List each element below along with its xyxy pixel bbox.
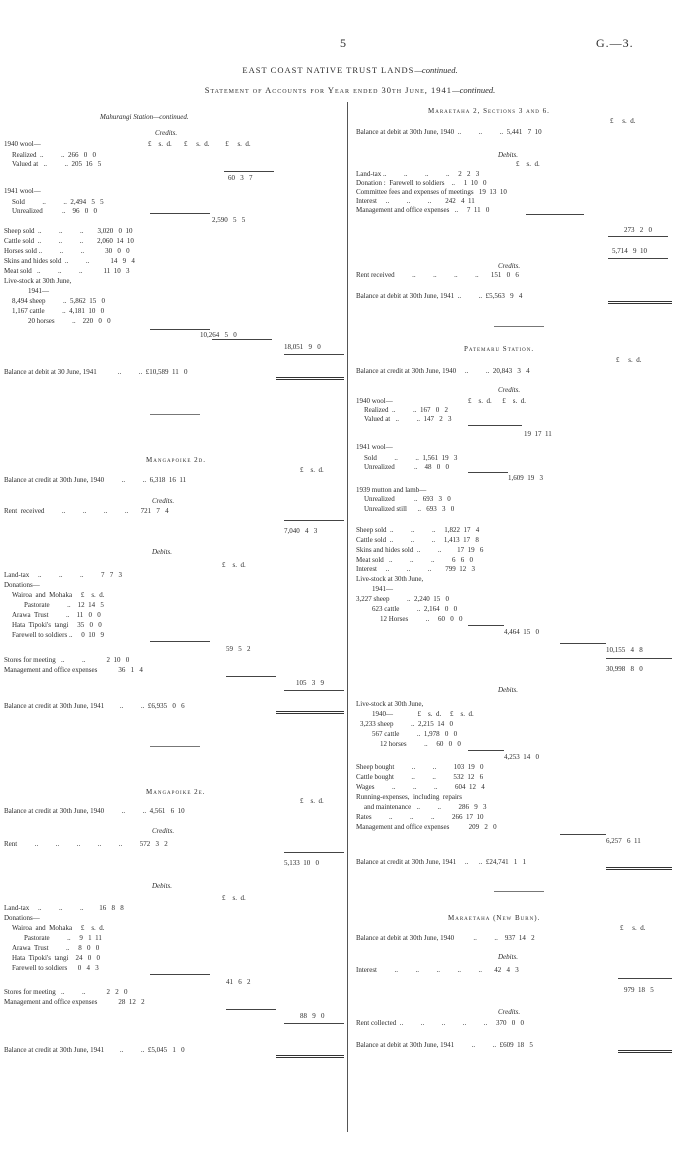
account-line: Management and office expenses 209 2 0 (356, 823, 497, 831)
account-line: Meat sold .. .. .. 11 10 3 (4, 267, 130, 275)
account-line: Balance at debit at 30 June, 1941 .. .. £10,589 11 0 (4, 368, 188, 376)
account-line: Realized .. .. 266 0 0 (12, 151, 96, 159)
account-line: Rent collected .. .. .. .. .. 370 0 0 (356, 1019, 524, 1027)
total-rule (284, 354, 344, 355)
account-line: 88 9 0 (300, 1012, 325, 1020)
account-line: Credits. (498, 386, 521, 394)
account-line: Donations— (4, 581, 40, 589)
account-line: Credits. (498, 1008, 521, 1016)
account-line: 1940— £ s. d. £ s. d. (372, 710, 474, 718)
account-line: Sold .. .. 1,561 19 3 (364, 454, 458, 462)
subtotal-rule (150, 213, 210, 214)
account-line: Management and office expenses .. 7 11 0 (356, 206, 490, 214)
account-line: 8,494 sheep .. 5,862 15 0 (12, 297, 105, 305)
account-line: Debits. (498, 686, 519, 694)
account-line: Live-stock at 30th June, (356, 575, 424, 583)
double-rule (606, 867, 672, 870)
account-line: Cattle sold .. .. .. 2,060 14 10 (4, 237, 134, 245)
subtotal-rule (560, 643, 606, 644)
subtotal-rule (468, 425, 522, 426)
account-line: 4,464 15 0 (504, 628, 539, 636)
account-line: Interest .. .. .. .. .. 42 4 3 (356, 966, 519, 974)
account-line: Unrealized .. 48 0 0 (364, 463, 449, 471)
account-line: 12 horses .. 60 0 0 (380, 740, 461, 748)
account-line: Pastorate .. 9 1 11 (24, 934, 102, 942)
account-line: Mangapoike 2e. (146, 788, 206, 796)
account-line: 5,714 9 10 (612, 247, 647, 255)
account-line: Debits. (498, 151, 519, 159)
account-line: Live-stock at 30th June, (4, 277, 72, 285)
total-rule (606, 658, 672, 659)
right-column (348, 0, 700, 1157)
account-line: 12 Horses .. 60 0 0 (380, 615, 463, 623)
account-line: £ s. d. (620, 924, 646, 932)
account-line: Farewell to soldiers .. 0 10 9 (12, 631, 104, 639)
account-line: and maintenance .. .. 286 9 3 (364, 803, 487, 811)
subtotal-rule (150, 974, 210, 975)
total-rule (618, 978, 672, 979)
account-line: 273 2 0 (624, 226, 652, 234)
account-line: 1940 wool— (4, 140, 41, 148)
account-line: Stores for meeting .. .. 2 2 0 (4, 988, 128, 996)
double-rule (276, 1055, 344, 1058)
account-line: Balance at debit at 30th June, 1940 .. .. 937 14 2 (356, 934, 535, 942)
account-line: Realized .. .. 167 0 2 (364, 406, 448, 414)
account-line: Maraetaha (New Burn). (448, 914, 541, 922)
account-line: Land-tax .. .. .. 7 7 3 (4, 571, 123, 579)
subtotal-rule (226, 676, 276, 677)
account-line: Balance at credit at 30th June, 1940 .. .. 6,318 16 11 (4, 476, 187, 484)
account-line: £ s. d. (616, 356, 642, 364)
account-line: Unrealized .. 693 3 0 (364, 495, 451, 503)
account-line: Rent received .. .. .. .. 721 7 4 (4, 507, 169, 515)
account-line: 1941— (372, 585, 393, 593)
account-line: Credits. (152, 827, 175, 835)
account-line: 979 18 5 (624, 986, 654, 994)
account-line: Arawa Trust .. 8 0 0 (12, 944, 100, 952)
account-line: Live-stock at 30th June, (356, 700, 424, 708)
account-line: 41 6 2 (226, 978, 251, 986)
account-line: Balance at credit at 30th June, 1940 .. .. 20,843 3 4 (356, 367, 530, 375)
account-line: Sheep sold .. .. .. 1,822 17 4 (356, 526, 480, 534)
subtotal-rule (284, 852, 344, 853)
account-line: Horses sold .. .. .. 30 0 0 (4, 247, 130, 255)
section-separator (494, 891, 544, 892)
account-line: 567 cattle .. 1,978 0 0 (372, 730, 458, 738)
account-line: Mahurangi Station—continued. (100, 113, 189, 121)
account-line: £ s. d. (222, 561, 246, 569)
account-line: 2,590 5 5 (212, 216, 246, 224)
account-line: 19 17 11 (524, 430, 552, 438)
account-line: Balance at credit at 30th June, 1941 .. .. £5,045 1 0 (4, 1046, 185, 1054)
account-line: Mangapoike 2d. (146, 456, 206, 464)
account-line: Rates .. .. .. 266 17 10 (356, 813, 484, 821)
subtotal-rule (284, 520, 344, 521)
account-line: Balance at debit at 30th June, 1940 .. .. .. 5,441 7 10 (356, 128, 542, 136)
account-line: Cattle sold .. .. .. 1,413 17 8 (356, 536, 479, 544)
account-line: Credits. (498, 262, 521, 270)
total-rule (284, 690, 344, 691)
account-line: Sheep bought .. .. 103 19 0 (356, 763, 484, 771)
account-line: Meat sold .. .. .. 6 6 0 (356, 556, 474, 564)
account-line: Donation : Farewell to soldiers .. 1 10 0 (356, 179, 487, 187)
subtotal-rule (226, 1009, 276, 1010)
section-separator (494, 326, 544, 327)
account-line: 10,155 4 8 (606, 646, 643, 654)
subtotal-rule (150, 641, 210, 642)
total-rule (608, 258, 668, 259)
double-rule (276, 711, 344, 714)
account-line: £ s. d. (300, 466, 324, 474)
account-line: Debits. (498, 953, 519, 961)
account-line: 1940 wool— (356, 397, 393, 405)
account-line: Management and office expenses 28 12 2 (4, 998, 145, 1006)
account-line: 60 3 7 (228, 174, 253, 182)
left-column (0, 0, 347, 1157)
page-reference: G.—3. (596, 36, 634, 50)
account-line: 1941 wool— (4, 187, 41, 195)
account-line: Balance at credit at 30th June, 1941 .. .. £6,935 0 6 (4, 702, 185, 710)
account-line: Wages .. .. .. 604 12 4 (356, 783, 485, 791)
account-line: Rent .. .. .. .. .. 572 3 2 (4, 840, 168, 848)
account-line: 1941— (28, 287, 49, 295)
account-line: £ s. d. (222, 894, 246, 902)
account-line: 105 3 9 (296, 679, 324, 687)
account-line: Sheep sold .. .. .. 3,020 0 10 (4, 227, 133, 235)
account-line: 7,040 4 3 (284, 527, 318, 535)
account-line: Stores for meeting .. .. 2 10 0 (4, 656, 130, 664)
account-line: Skins and hides sold .. .. 14 9 4 (4, 257, 135, 265)
account-line: Balance at debit at 30th June, 1941 .. .. £609 18 5 (356, 1041, 533, 1049)
account-line: Committee fees and expenses of meetings 19 13 10 (356, 188, 507, 196)
account-line: 59 5 2 (226, 645, 251, 653)
page-number: 5 (340, 36, 346, 50)
account-line: Balance at credit at 30th June, 1941 .. .. £24,741 1 1 (356, 858, 527, 866)
account-line: Land-tax .. .. .. .. 2 2 3 (356, 170, 480, 178)
account-line: £ s. d. (516, 160, 540, 168)
account-line: Land-tax .. .. .. 16 8 8 (4, 904, 124, 912)
account-line: Wairoa and Mohaka £ s. d. (12, 924, 105, 932)
account-line: 1939 mutton and lamb— (356, 486, 427, 494)
account-line: 10,264 5 0 (200, 331, 237, 339)
account-line: £ s. d. £ s. d. (468, 397, 526, 405)
account-line: 3,233 sheep .. 2,215 14 0 (360, 720, 453, 728)
double-rule (618, 1050, 672, 1053)
account-line: 623 cattle .. 2,164 0 0 (372, 605, 458, 613)
account-line: Donations— (4, 914, 40, 922)
account-line: Arawa Trust .. 11 0 0 (12, 611, 101, 619)
statement-subtitle: Statement of Accounts for Year ended 30th June, 1941—continued. (204, 85, 496, 95)
subtotal-rule (526, 214, 584, 215)
document-title: EAST COAST NATIVE TRUST LANDS—continued. (242, 65, 458, 75)
account-line: Balance at debit at 30th June, 1941 .. .. £5,563 9 4 (356, 292, 523, 300)
double-rule (608, 301, 672, 304)
account-line: Valued at .. .. 147 2 3 (364, 415, 452, 423)
account-line: Unrealized still .. 693 3 0 (364, 505, 455, 513)
account-line: 6,257 6 11 (606, 837, 641, 845)
section-separator (150, 414, 200, 415)
account-line: 1,609 19 3 (508, 474, 543, 482)
account-line: £ s. d. (610, 117, 636, 125)
account-line: 20 horses .. 220 0 0 (28, 317, 111, 325)
account-line: Hata Tipoki's tangi 24 0 0 (12, 954, 100, 962)
subtotal-rule (560, 834, 606, 835)
account-line: Credits. (152, 497, 175, 505)
account-line: 3,227 sheep .. 2,240 15 0 (356, 595, 449, 603)
account-line: 4,253 14 0 (504, 753, 539, 761)
account-line: Debits. (152, 548, 173, 556)
account-line: 5,133 10 0 (284, 859, 319, 867)
account-line: Debits. (152, 882, 173, 890)
account-line: Cattle bought .. .. 532 12 6 (356, 773, 484, 781)
account-line: £ s. d. (300, 797, 324, 805)
account-line: Farewell to soldiers 0 4 3 (12, 964, 99, 972)
account-line: 30,998 8 0 (606, 665, 643, 673)
account-line: Credits. (155, 129, 178, 137)
account-line: Skins and hides sold .. .. 17 19 6 (356, 546, 484, 554)
account-line: Interest .. .. .. 242 4 11 (356, 197, 475, 205)
account-line: Hata Tipoki's tangi 35 0 0 (12, 621, 102, 629)
account-line: Maraetaha 2, Sections 3 and 6. (428, 107, 550, 115)
account-line: Valued at .. .. 205 16 5 (12, 160, 102, 168)
account-line: Pastorate .. 12 14 5 (24, 601, 104, 609)
account-line: £ s. d. £ s. d. £ s. d. (148, 140, 251, 148)
subtotal-rule (468, 472, 508, 473)
subtotal-rule (468, 750, 504, 751)
account-line: 1941 wool— (356, 443, 393, 451)
section-separator (150, 746, 200, 747)
account-line: Running-expenses, including repairs (356, 793, 462, 801)
account-line: 18,051 9 0 (284, 343, 321, 351)
total-rule (284, 1023, 344, 1024)
subtotal-rule (150, 329, 210, 330)
account-line: Rent received .. .. .. .. 151 0 6 (356, 271, 519, 279)
total-rule (608, 236, 668, 237)
subtotal-rule (224, 171, 274, 172)
double-rule (276, 377, 344, 380)
account-line: Wairoa and Mohaka £ s. d. (12, 591, 105, 599)
account-line: 1,167 cattle .. 4,181 10 0 (12, 307, 105, 315)
account-line: Interest .. .. .. 799 12 3 (356, 565, 475, 573)
account-line: Unrealized .. 96 0 0 (12, 207, 97, 215)
account-line: Balance at credit at 30th June, 1940 .. .. 4,561 6 10 (4, 807, 185, 815)
subtotal-rule (468, 625, 504, 626)
account-line: Management and office expenses 36 1 4 (4, 666, 143, 674)
account-line: Patemaru Station. (464, 345, 535, 353)
account-line: Sold .. .. 2,494 5 5 (12, 198, 104, 206)
